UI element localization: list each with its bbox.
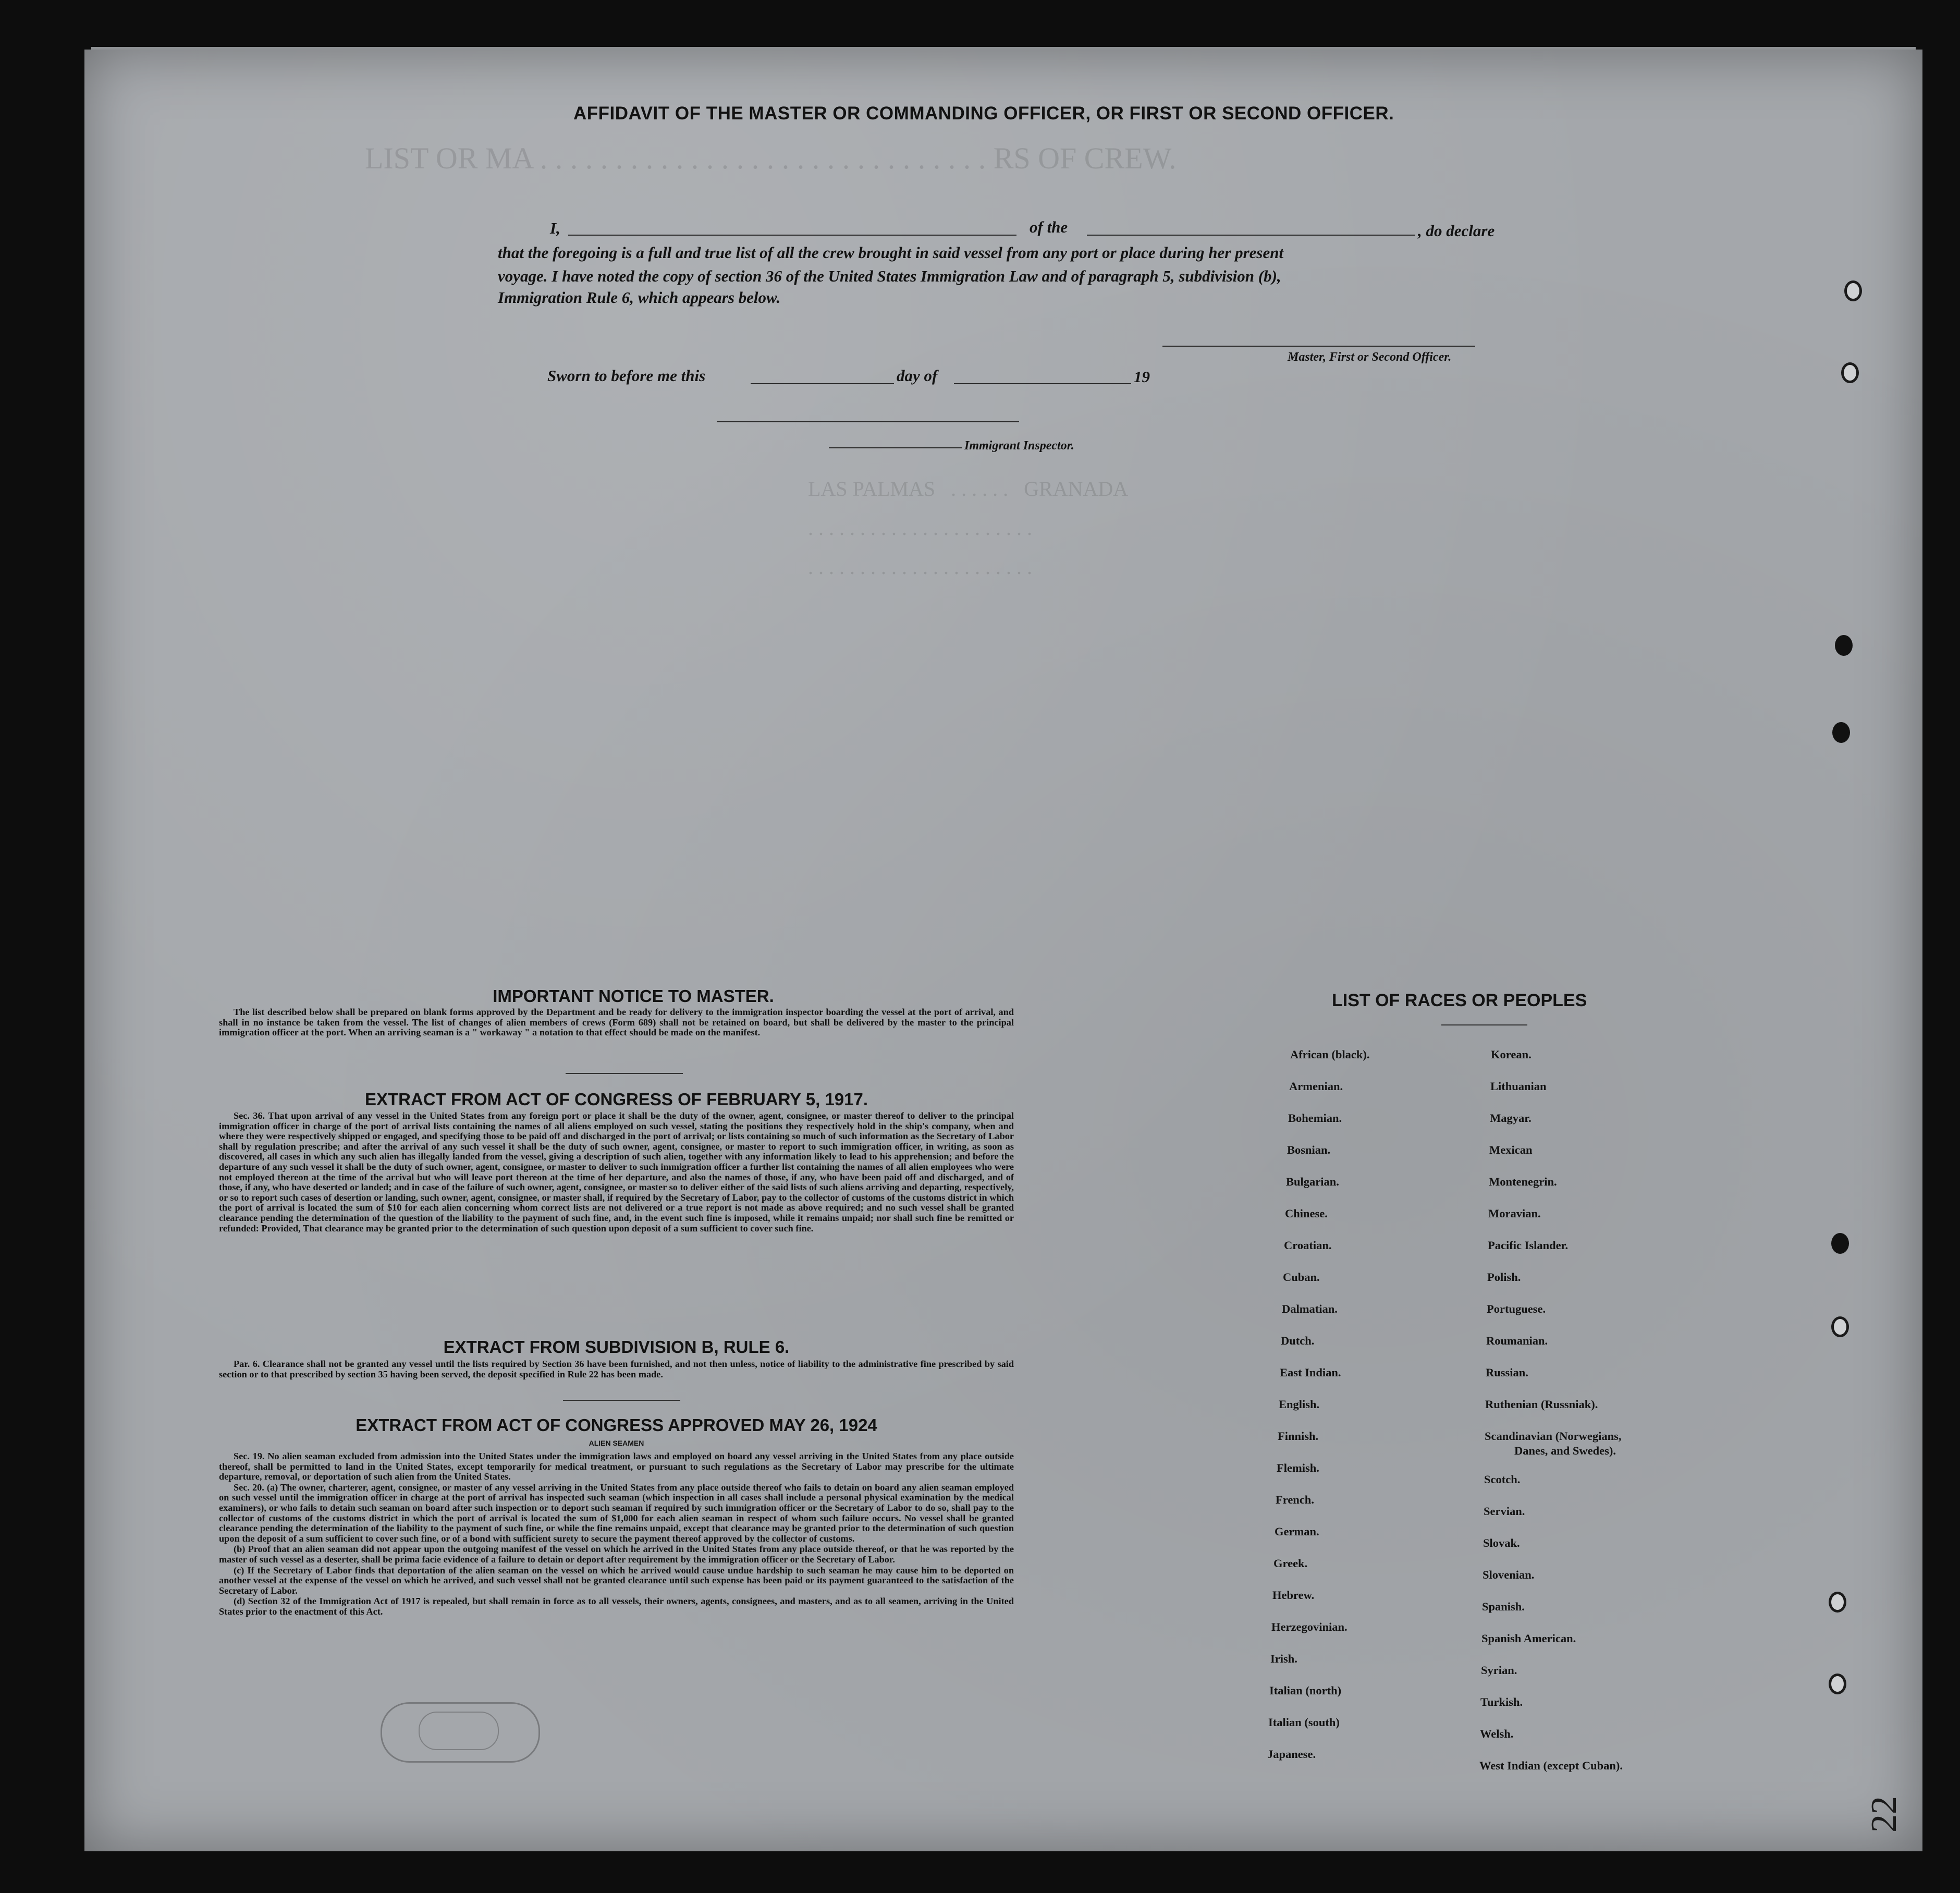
sworn-year-label: 19 xyxy=(1134,368,1150,386)
separator xyxy=(566,1073,683,1074)
sworn-label: Sworn to before me this xyxy=(547,367,706,385)
race-item: Scandinavian (Norwegians, xyxy=(1485,1430,1622,1443)
race-item: Pacific Islander. xyxy=(1488,1239,1569,1252)
binder-hole xyxy=(1841,362,1859,383)
race-item: Mexican xyxy=(1489,1143,1533,1156)
binder-hole xyxy=(1844,280,1862,301)
affidavit-of-the-label: of the xyxy=(1030,218,1068,236)
notice-title: IMPORTANT NOTICE TO MASTER. xyxy=(493,986,774,1006)
binder-hole xyxy=(1829,1592,1846,1613)
race-item: Dalmatian. xyxy=(1282,1302,1338,1315)
race-item: Japanese. xyxy=(1267,1748,1316,1761)
binder-hole xyxy=(1829,1674,1846,1694)
race-item: Montenegrin. xyxy=(1489,1175,1557,1188)
race-item: French. xyxy=(1276,1493,1314,1506)
race-item: Roumanian. xyxy=(1486,1334,1548,1347)
sworn-day-line[interactable] xyxy=(751,383,894,384)
inspector-signature-line[interactable] xyxy=(829,447,962,448)
separator xyxy=(1441,1024,1527,1025)
race-item: Cuban. xyxy=(1283,1271,1320,1284)
master-signature-line[interactable] xyxy=(1162,346,1475,347)
separator xyxy=(563,1400,680,1401)
bleed-through-text: LAS PALMAS . . . . . . GRANADA . . . . . . . . . . . . . . . . . . . . . . . . . . . . . . . . . . . . . . . . . . . . xyxy=(808,477,1129,579)
extract-1917-title: EXTRACT FROM ACT OF CONGRESS OF FEBRUARY 5, 1917. xyxy=(364,1090,868,1109)
binder-hole xyxy=(1831,1316,1849,1337)
race-item: Servian. xyxy=(1484,1505,1525,1518)
race-item: Turkish. xyxy=(1480,1695,1523,1708)
inspector-divider xyxy=(717,421,1019,422)
handwritten-page-number: 22 xyxy=(1864,1796,1904,1833)
race-item: Scotch. xyxy=(1484,1473,1521,1486)
binder-hole xyxy=(1835,635,1853,656)
vessel-name-line[interactable] xyxy=(1087,235,1415,236)
race-item: Spanish. xyxy=(1482,1600,1525,1613)
race-item: Moravian. xyxy=(1488,1207,1541,1220)
race-item: Herzegovinian. xyxy=(1271,1620,1348,1633)
race-item: Ruthenian (Russniak). xyxy=(1485,1398,1598,1411)
affidavit-line-4: Immigration Rule 6, which appears below. xyxy=(498,288,781,307)
race-item: Spanish American. xyxy=(1481,1632,1576,1645)
race-item: German. xyxy=(1275,1525,1319,1538)
race-item: Korean. xyxy=(1491,1048,1532,1061)
rule-6-text: Par. 6. Clearance shall not be granted any vessel until the lists required by Section 36 have been furnished, and not then unless, notice of liability to the administrative fine prescribed by said section or to that prescribed by section 35 having been served, the deposit specified in Rule 22 has been made. xyxy=(219,1359,1014,1379)
day-of-label: day of xyxy=(897,367,938,385)
race-item: Flemish. xyxy=(1277,1461,1319,1474)
race-item: Italian (north) xyxy=(1269,1684,1342,1697)
race-item: Russian. xyxy=(1486,1366,1528,1379)
sworn-month-line[interactable] xyxy=(954,383,1131,384)
race-item: Dutch. xyxy=(1281,1334,1315,1347)
extract-1924-text: Sec. 19. No alien seaman excluded from admission into the United States under the immigration laws and employed on board any vessel arriving in the United States from any place outside thereof, shall be permitted to land in the United States, except temporarily for medical treatment, or pursuant to such regulations as the Secretary of Labor may prescribe for the ultimate departure, removal, or deportation of such alien from the United States. Sec. 20. (a) The owner, charterer, agent, consignee, or master of any vessel arriving in the United States from any place outside thereof who fails to detain on board any alien seaman employed on such vessel until the immigration officer in charge at the port of arrival has inspected such seaman (which inspection in all cases shall include a personal physical examination by the medical examiners), or who fails to detain such seaman on board after such inspection or to deport such seaman if required by such immigration officer or the Secretary of Labor to do so, shall pay to the collector of customs of the customs district in which the port of arrival is located the sum of $1,000 for each alien seaman in respect of whom such failure occurs. No vessel shall be granted clearance pending the determination of the liability to the payment of such fine, or while the fine remains unpaid, except that clearance may be granted prior to the determination of such question upon the deposit of a sum sufficient to cover such fine, or of a bond with sufficient surety to secure the payment thereof approved by the collector of customs. (b) Proof that an alien seaman did not appear upon the outgoing manifest of the vessel on which he arrived in the United States from any place outside thereof, or that he was reported by the master of such vessel as a deserter, shall be prima facie evidence of a failure to detain or deport after requirement by the immigration officer or the Secretary of Labor. (c) If the Secretary of Labor finds that deportation of the alien seaman on the vessel on which he arrived would cause undue hardship to such seaman he may cause him to be deported on another vessel at the expense of the vessel on which he arrived, and such vessel shall not be granted clearance until such expense has been paid or its payment guaranteed to the satisfaction of the Secretary of Labor. (d) Section 32 of the Immigration Act of 1917 is repealed, but shall remain in force as to all vessels, their owners, agents, consignees, and masters, and as to all seamen, arriving in the United States prior to the enactment of this Act. xyxy=(219,1451,1014,1617)
race-item: English. xyxy=(1279,1398,1320,1411)
race-item: Croatian. xyxy=(1284,1239,1332,1252)
extract-1917-text: Sec. 36. That upon arrival of any vessel in the United States from any foreign port or place it shall be the duty of the owner, agent, consignee, or master thereof to deliver to the principal immigration officer in charge of the port of arrival lists containing the names of all aliens employed on such vessel, stating the positions they respectively hold in the ship's company, when and where they were respectively shipped or engaged, and specifying those to be paid off and discharged in the port of arrival; or lists containing so much of such information as the Secretary of Labor shall by regulation prescribe; and after the arrival of any such vessel it shall be the duty of such owner, agent, consignee, or master to report to such immigration officer, in writing, as soon as discovered, all cases in which any such alien has illegally landed from the vessel, giving a description of such alien, together with any information likely to lead to his apprehension; and before the departure of any such vessel it shall be the duty of such owner, agent, consignee, or master to deliver to such immigration officer a further list containing the names of all alien employees who were not employed thereon at the time of the arrival but who will leave port thereon at the time of her departure, and also the names of those, if any, who have been paid off and discharged, and of those, if any, who have deserted or landed; and in case of the failure of such owner, agent, consignee, or master so to deliver either of the said lists of such aliens arriving and departing, respectively, or so to report such cases of desertion or landing, such owner, agent, consignee, or master shall, if required by the Secretary of Labor, pay to the collector of customs of the customs district in which the port of arrival is located the sum of $10 for each alien concerning whom correct lists are not delivered or a true report is not made as above required; and no such vessel shall be granted clearance pending the determination of the question of the liability to the payment of such fine, and, in the event such fine is imposed, while it remains unpaid; nor shall such fine be remitted or refunded: Provided, That clearance may be granted prior to the determination of such question upon deposit of a sum sufficient to cover such fine. xyxy=(219,1110,1014,1233)
rule-6-title: EXTRACT FROM SUBDIVISION B, RULE 6. xyxy=(443,1337,790,1357)
race-item: Finnish. xyxy=(1278,1430,1319,1443)
race-item: Portuguese. xyxy=(1487,1302,1546,1315)
race-item: Chinese. xyxy=(1285,1207,1328,1220)
race-item: Bohemian. xyxy=(1288,1112,1342,1125)
notice-text: The list described below shall be prepared on blank forms approved by the Department and be ready for delivery to the immigration inspector boarding the vessel at the port of arrival, and shall in no instance be taken from the vessel. The list of changes of alien members of crews (Form 689) shall not be retained on board, but shall be delivered by the master to the principal immigration officer at the port. When an arriving seaman is a " workaway " a notation to that effect should be made on the manifest. xyxy=(219,1007,1014,1038)
affidavit-line-2: that the foregoing is a full and true list of all the crew brought in said vessel from any port or place during her present xyxy=(498,243,1284,262)
master-name-line[interactable] xyxy=(568,235,1016,236)
race-item: African (black). xyxy=(1290,1048,1370,1061)
race-item: Polish. xyxy=(1487,1271,1521,1284)
binder-hole xyxy=(1831,1233,1849,1254)
race-item: Italian (south) xyxy=(1268,1716,1340,1729)
master-signature-label: Master, First or Second Officer. xyxy=(1288,350,1452,364)
race-item: Bulgarian. xyxy=(1286,1175,1339,1188)
extract-1924-title: EXTRACT FROM ACT OF CONGRESS APPROVED MAY 26, 1924 xyxy=(356,1415,877,1435)
extract-1924-subtitle: ALIEN SEAMEN xyxy=(589,1439,644,1447)
race-item: Irish. xyxy=(1270,1652,1297,1665)
race-item: West Indian (except Cuban). xyxy=(1479,1759,1623,1772)
affidavit-i-label: I, xyxy=(550,219,560,237)
inspector-label: Immigrant Inspector. xyxy=(964,439,1074,453)
race-item: Lithuanian xyxy=(1490,1080,1547,1093)
race-item: Bosnian. xyxy=(1287,1143,1331,1156)
race-item: Slovak. xyxy=(1483,1536,1520,1549)
races-title: LIST OF RACES OR PEOPLES xyxy=(1332,991,1587,1010)
race-item: Greek. xyxy=(1273,1557,1308,1570)
race-item: East Indian. xyxy=(1280,1366,1341,1379)
affidavit-line-3: voyage. I have noted the copy of section 36 of the United States Immigration Law and of paragraph 5, subdivision (b), xyxy=(498,267,1281,285)
race-item: Armenian. xyxy=(1289,1080,1343,1093)
affidavit-title: AFFIDAVIT OF THE MASTER OR COMMANDING OFFICER, OR FIRST OR SECOND OFFICER. xyxy=(573,103,1394,124)
binder-hole xyxy=(1832,722,1850,743)
race-item: Syrian. xyxy=(1481,1664,1517,1677)
race-item: Danes, and Swedes). xyxy=(1514,1444,1616,1457)
affidavit-declare-label: , do declare xyxy=(1418,222,1495,240)
bleed-through-text: LIST OR MA . . . . . . . . . . . . . . . . . . . . . . . . . . . . . . RS OF CREW. xyxy=(365,141,1177,175)
race-item: Slovenian. xyxy=(1483,1568,1535,1581)
race-item: Magyar. xyxy=(1490,1112,1532,1125)
race-item: Welsh. xyxy=(1480,1727,1514,1740)
archive-stamp xyxy=(381,1702,540,1763)
race-item: Hebrew. xyxy=(1272,1589,1315,1602)
